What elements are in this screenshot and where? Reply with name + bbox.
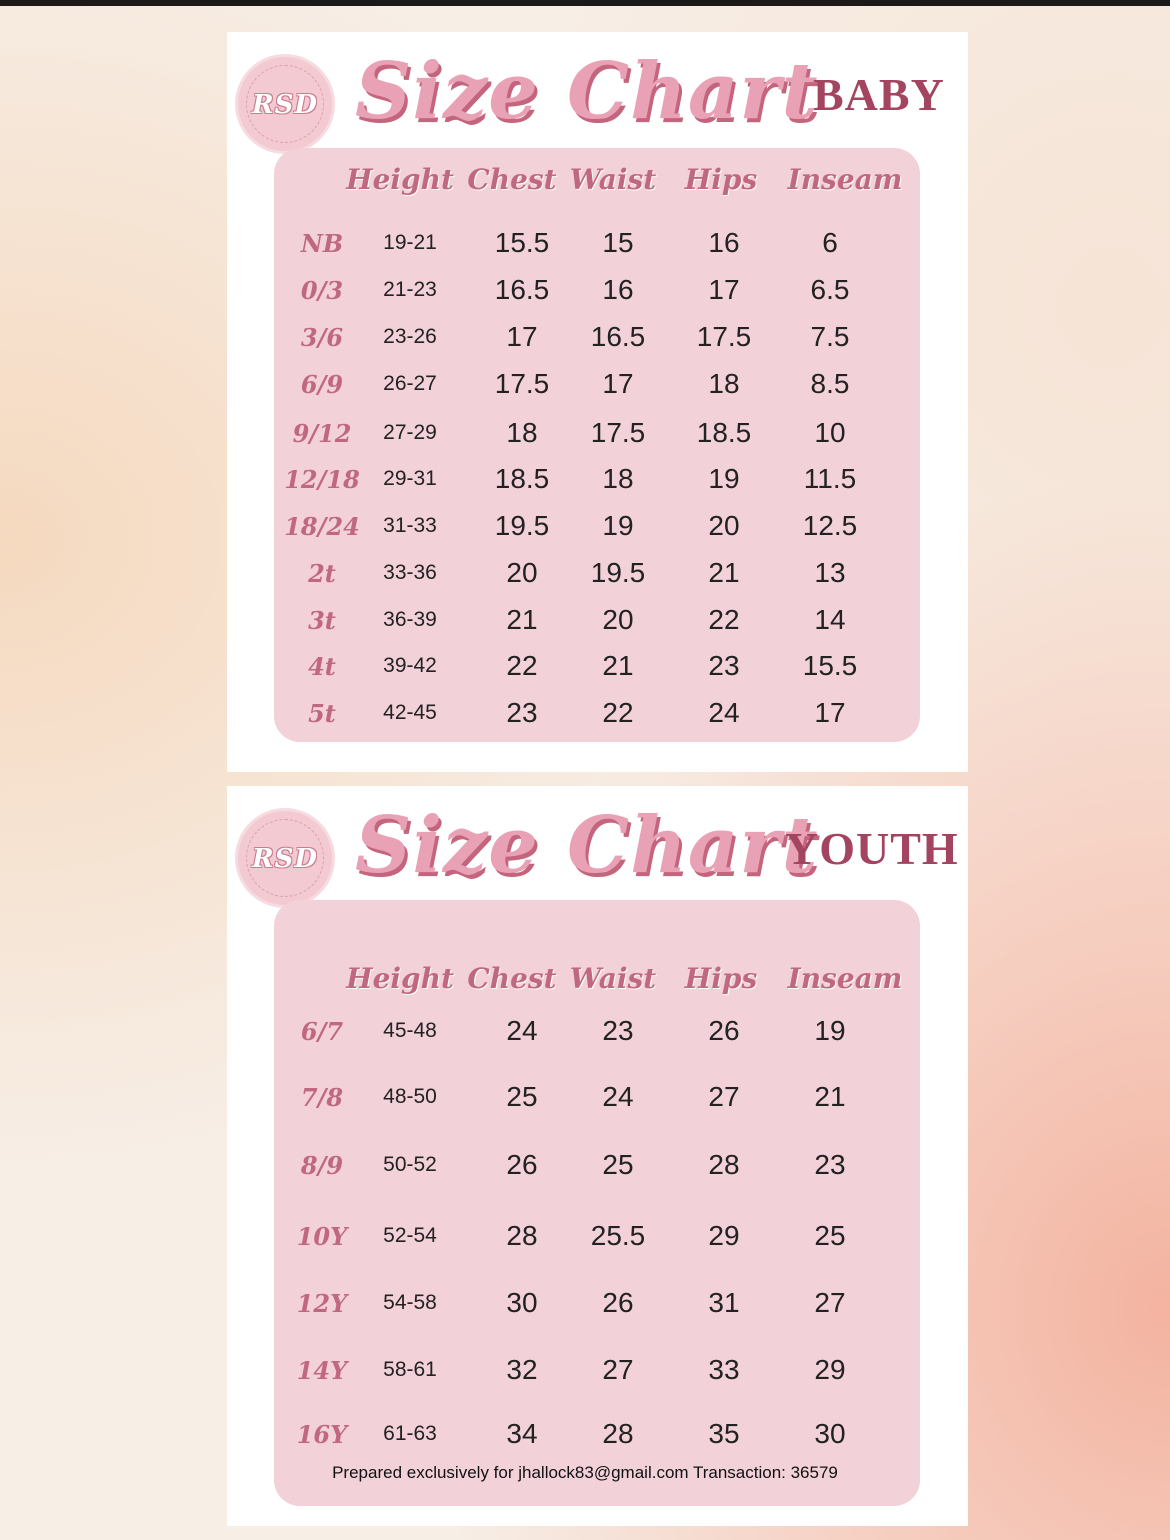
baby-waist-cell: 22 (602, 697, 634, 728)
baby-inseam-cell: 17 (814, 697, 846, 728)
baby-size-label: 3t (308, 606, 336, 635)
baby-hips-cell: 21 (708, 557, 740, 588)
baby-size-label: 6/9 (300, 370, 344, 399)
youth-height-cell: 52-54 (383, 1224, 437, 1247)
baby-waist-cell: 19.5 (590, 557, 646, 588)
logo-text: RSD (252, 844, 318, 874)
baby-chest-cell: 22 (506, 650, 538, 681)
baby-col-header: Chest (467, 163, 557, 196)
baby-height-cell: 31-33 (383, 514, 437, 537)
youth-col-header: Chest (467, 962, 557, 995)
baby-chest-cell: 21 (506, 604, 538, 635)
youth-waist-cell: 26 (602, 1287, 634, 1318)
youth-hips-cell: 29 (708, 1220, 740, 1251)
baby-waist-cell: 17 (602, 368, 634, 399)
baby-chest-cell: 15.5 (494, 227, 550, 258)
baby-height-cell: 19-21 (383, 231, 437, 254)
logo-text: RSD (252, 90, 318, 120)
baby-inseam-cell: 12.5 (802, 510, 858, 541)
youth-height-cell: 54-58 (383, 1291, 437, 1314)
baby-inseam-cell: 13 (814, 557, 846, 588)
youth-waist-cell: 23 (602, 1015, 634, 1046)
youth-size-label: 7/8 (300, 1083, 344, 1112)
youth-col-header: Hips (684, 962, 758, 995)
baby-chest-cell: 16.5 (494, 274, 550, 305)
baby-size-label: 0/3 (300, 276, 344, 305)
baby-hips-cell: 24 (708, 697, 740, 728)
baby-height-cell: 29-31 (383, 467, 437, 490)
youth-hips-cell: 26 (708, 1015, 740, 1046)
youth-col-header: Waist (569, 962, 657, 995)
rsd-logo (235, 808, 335, 908)
baby-col-header: Inseam (787, 163, 903, 196)
baby-size-label: NB (300, 229, 344, 258)
youth-size-label: 12Y (296, 1289, 348, 1318)
baby-col-header: Hips (684, 163, 758, 196)
youth-size-label: 6/7 (300, 1017, 344, 1046)
baby-size-label: 2t (308, 559, 336, 588)
baby-waist-cell: 21 (602, 650, 634, 681)
baby-waist-cell: 16 (602, 274, 634, 305)
baby-hips-cell: 18.5 (696, 417, 752, 448)
baby-size-label: 3/6 (300, 323, 344, 352)
baby-size-label: 9/12 (292, 419, 352, 448)
youth-height-cell: 50-52 (383, 1153, 437, 1176)
youth-height-cell: 45-48 (383, 1019, 437, 1042)
baby-waist-cell: 20 (602, 604, 634, 635)
baby-title: Size Chart (355, 46, 819, 137)
baby-hips-cell: 20 (708, 510, 740, 541)
baby-waist-cell: 17.5 (590, 417, 646, 448)
baby-chest-cell: 17 (506, 321, 538, 352)
youth-inseam-cell: 19 (814, 1015, 846, 1046)
baby-waist-cell: 16.5 (590, 321, 646, 352)
baby-size-label: 5t (308, 699, 336, 728)
youth-chest-cell: 32 (506, 1354, 538, 1385)
youth-hips-cell: 33 (708, 1354, 740, 1385)
youth-inseam-cell: 29 (814, 1354, 846, 1385)
baby-hips-cell: 18 (708, 368, 740, 399)
baby-size-label: 18/24 (284, 512, 360, 541)
baby-hips-cell: 23 (708, 650, 740, 681)
baby-subtitle: BABY (813, 69, 945, 120)
youth-size-label: 16Y (296, 1420, 348, 1449)
baby-height-cell: 42-45 (383, 701, 437, 724)
baby-inseam-cell: 11.5 (803, 463, 857, 494)
youth-title: Size Chart (355, 800, 819, 891)
youth-hips-cell: 31 (708, 1287, 740, 1318)
baby-height-cell: 33-36 (383, 561, 437, 584)
youth-waist-cell: 25.5 (590, 1220, 646, 1251)
baby-inseam-cell: 10 (814, 417, 846, 448)
youth-col-header: Height (346, 962, 454, 995)
baby-height-cell: 36-39 (383, 608, 437, 631)
youth-chest-cell: 28 (506, 1220, 538, 1251)
baby-size-label: 4t (308, 652, 336, 681)
baby-inseam-cell: 14 (814, 604, 846, 635)
baby-inseam-cell: 7.5 (810, 321, 850, 352)
youth-hips-cell: 35 (708, 1418, 740, 1449)
youth-subtitle: YOUTH (785, 823, 959, 874)
baby-height-cell: 39-42 (383, 654, 437, 677)
footer-note: Prepared exclusively for jhallock83@gmail.com Transaction: 36579 (332, 1463, 838, 1482)
baby-hips-cell: 17.5 (696, 321, 752, 352)
baby-chest-cell: 19.5 (494, 510, 550, 541)
youth-waist-cell: 25 (602, 1149, 634, 1180)
baby-hips-cell: 17 (708, 274, 740, 305)
baby-height-cell: 26-27 (383, 372, 437, 395)
top-bar (0, 0, 1170, 6)
baby-height-cell: 21-23 (383, 278, 437, 301)
baby-waist-cell: 19 (602, 510, 634, 541)
baby-waist-cell: 15 (602, 227, 634, 258)
youth-inseam-cell: 21 (814, 1081, 846, 1112)
youth-size-label: 10Y (296, 1222, 348, 1251)
baby-waist-cell: 18 (602, 463, 634, 494)
youth-size-label: 14Y (296, 1356, 348, 1385)
baby-chest-cell: 18 (506, 417, 538, 448)
baby-size-label: 12/18 (284, 465, 360, 494)
baby-inseam-cell: 8.5 (810, 368, 850, 399)
baby-col-header: Waist (569, 163, 657, 196)
baby-height-cell: 23-26 (383, 325, 437, 348)
baby-inseam-cell: 6.5 (810, 274, 850, 305)
baby-col-header: Height (346, 163, 454, 196)
baby-hips-cell: 22 (708, 604, 740, 635)
youth-waist-cell: 24 (602, 1081, 634, 1112)
baby-chest-cell: 18.5 (494, 463, 550, 494)
baby-chest-cell: 23 (506, 697, 538, 728)
youth-chest-cell: 30 (506, 1287, 538, 1318)
youth-size-label: 8/9 (300, 1151, 344, 1180)
youth-hips-cell: 27 (708, 1081, 740, 1112)
youth-hips-cell: 28 (708, 1149, 740, 1180)
youth-waist-cell: 27 (602, 1354, 634, 1385)
youth-inseam-cell: 25 (814, 1220, 846, 1251)
youth-chest-cell: 25 (506, 1081, 538, 1112)
rsd-logo (235, 54, 335, 154)
baby-hips-cell: 16 (708, 227, 740, 258)
youth-height-cell: 48-50 (383, 1085, 437, 1108)
youth-inseam-cell: 23 (814, 1149, 846, 1180)
baby-hips-cell: 19 (708, 463, 740, 494)
baby-chest-cell: 20 (506, 557, 538, 588)
youth-inseam-cell: 27 (814, 1287, 846, 1318)
youth-inseam-cell: 30 (814, 1418, 846, 1449)
youth-col-header: Inseam (787, 962, 903, 995)
youth-chest-cell: 24 (506, 1015, 538, 1046)
youth-height-cell: 58-61 (383, 1358, 437, 1381)
youth-chest-cell: 34 (506, 1418, 538, 1449)
youth-chest-cell: 26 (506, 1149, 538, 1180)
baby-inseam-cell: 6 (822, 227, 838, 258)
baby-chest-cell: 17.5 (494, 368, 550, 399)
youth-waist-cell: 28 (602, 1418, 634, 1449)
youth-height-cell: 61-63 (383, 1422, 437, 1445)
baby-inseam-cell: 15.5 (802, 650, 858, 681)
baby-height-cell: 27-29 (383, 421, 437, 444)
